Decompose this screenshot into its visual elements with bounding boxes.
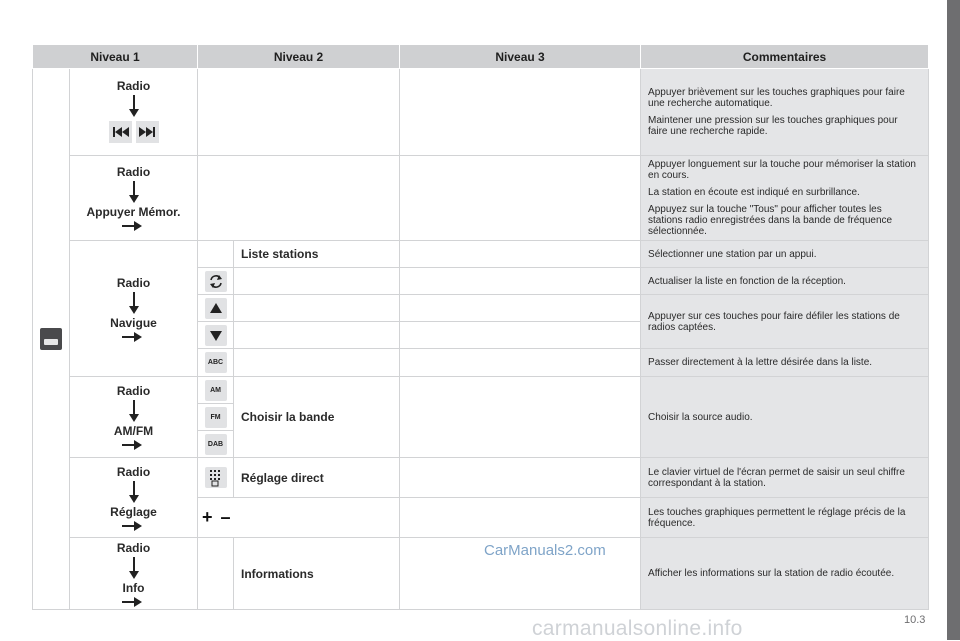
abc-icon (205, 352, 227, 373)
niveau2-empty (198, 156, 400, 241)
icon-cell (198, 295, 234, 322)
footer-watermark: carmanualsonline.info (532, 617, 743, 640)
niveau2-radio-navigue (70, 241, 198, 377)
icon-cell (198, 404, 234, 431)
am-band-icon (205, 380, 227, 401)
comment-text: La station en écoute est indiqué en surbrillance. (648, 187, 860, 198)
niveau2-reglage-direct: Réglage direct (234, 458, 400, 498)
icon-cell (198, 322, 234, 349)
niveau3-empty (400, 322, 641, 349)
fm-label: FM (210, 413, 221, 421)
niveau2-sublabel: Info (122, 580, 145, 595)
comment-cell: Les touches graphiques permettent le réglage précis de la fréquence. (641, 498, 929, 538)
table-row (33, 377, 929, 404)
niveau3-empty (400, 349, 641, 377)
arrow-right-icon (122, 332, 142, 342)
header-commentaires: Commentaires (641, 45, 929, 69)
niveau2-radio-amfm (70, 377, 198, 458)
seek-prev-next-icon (109, 121, 159, 146)
niveau2-empty (234, 322, 400, 349)
niveau3-empty (400, 458, 641, 498)
arrow-right-icon (122, 221, 142, 231)
arrow-down-icon (129, 292, 139, 314)
menu-table (32, 44, 929, 610)
comment-text: Maintener une pression sur les touches graphiques pour faire une recherche rapide. (648, 115, 898, 137)
niveau2-label: Radio (116, 384, 151, 398)
am-label: AM (210, 386, 221, 394)
plus-minus-cell (198, 498, 400, 538)
watermark-text: CarManuals2.com (484, 542, 606, 559)
header-niveau1: Niveau 1 (33, 45, 198, 69)
arrow-down-icon (129, 95, 139, 117)
niveau2-label: Radio (116, 165, 151, 179)
icon-cell-empty (198, 538, 234, 610)
comment-cell: Sélectionner une station par un appui. (641, 241, 929, 268)
niveau2-liste-stations: Liste stations (234, 241, 400, 268)
niveau3-empty (400, 295, 641, 322)
niveau2-sublabel: Navigue (110, 315, 157, 330)
icon-cell (198, 268, 234, 295)
table-header-row (33, 45, 929, 69)
header-niveau2: Niveau 2 (198, 45, 400, 69)
table-row (33, 69, 929, 156)
niveau2-radio-seek (70, 69, 198, 156)
icon-cell (198, 458, 234, 498)
abc-icon-label: ABC (207, 359, 224, 366)
page-number: 10.3 (904, 614, 926, 626)
dab-band-icon (205, 434, 227, 455)
minus-icon: – (220, 506, 231, 527)
niveau2-label: Radio (116, 464, 151, 479)
icon-cell (198, 377, 234, 404)
niveau2-empty (198, 69, 400, 156)
niveau3-empty (400, 377, 641, 458)
niveau3-empty (400, 268, 641, 295)
keypad-icon (205, 467, 227, 488)
radio-source-icon (40, 328, 62, 350)
fm-band-icon (205, 407, 227, 428)
page-edge-bar (947, 0, 960, 640)
niveau2-sublabel: Réglage (110, 504, 157, 519)
niveau3-empty (400, 241, 641, 268)
table-row (33, 538, 929, 610)
niveau2-empty (234, 349, 400, 377)
comment-cell: Afficher les informations sur la station de radio écoutée. (641, 538, 929, 610)
niveau2-radio-info (70, 538, 198, 610)
comment-cell: Actualiser la liste en fonction de la réception. (641, 268, 929, 295)
arrow-up-icon (205, 298, 227, 319)
comment-cell: Appuyer sur ces touches pour faire défiler les stations de radios captées. (641, 295, 929, 349)
niveau2-label: Radio (116, 540, 151, 555)
niveau2-empty (234, 295, 400, 322)
niveau2-label: Radio (116, 78, 151, 93)
niveau2-choisir-bande: Choisir la bande (234, 377, 400, 458)
niveau3-empty (400, 156, 641, 241)
table-row (33, 156, 929, 241)
niveau2-informations: Informations (234, 538, 400, 610)
arrow-down-icon (129, 557, 139, 579)
plus-icon: + (202, 506, 213, 527)
niveau2-sublabel: AM/FM (113, 424, 154, 438)
niveau2-label: Radio (116, 275, 151, 290)
comment-text: Appuyez sur la touche "Tous" pour afficher toutes les stations radio enregistrées dans la bande de fréquence sélectionnée. (648, 204, 893, 237)
comment-text: Appuyer brièvement sur les touches graphiques pour faire une recherche automatique. (648, 87, 905, 109)
icon-cell (198, 431, 234, 458)
niveau1-cell (33, 69, 70, 610)
arrow-right-icon (122, 521, 142, 531)
icon-cell-empty (198, 241, 234, 268)
icon-cell (198, 349, 234, 377)
arrow-right-icon (122, 597, 142, 607)
table-row (33, 458, 929, 498)
arrow-right-icon (122, 440, 142, 450)
comment-cell: Passer directement à la lettre désirée dans la liste. (641, 349, 929, 377)
comment-cell (641, 69, 929, 156)
refresh-icon (205, 271, 227, 292)
comment-cell: Choisir la source audio. (641, 377, 929, 458)
niveau2-radio-reglage (70, 458, 198, 538)
comment-cell (641, 156, 929, 241)
niveau3-empty (400, 498, 641, 538)
niveau2-empty (234, 268, 400, 295)
dab-label: DAB (207, 440, 224, 448)
niveau2-sublabel: Appuyer Mémor. (86, 205, 181, 219)
comment-text: Appuyer longuement sur la touche pour mémoriser la station en cours. (648, 159, 916, 181)
niveau3-empty (400, 69, 641, 156)
arrow-down-icon (129, 181, 139, 203)
arrow-down-icon (205, 325, 227, 346)
table-row (33, 241, 929, 268)
header-niveau3: Niveau 3 (400, 45, 641, 69)
niveau2-radio-memor (70, 156, 198, 241)
arrow-down-icon (129, 481, 139, 503)
arrow-down-icon (129, 400, 139, 422)
comment-cell: Le clavier virtuel de l'écran permet de saisir un seul chiffre correspondant à la station. (641, 458, 929, 498)
